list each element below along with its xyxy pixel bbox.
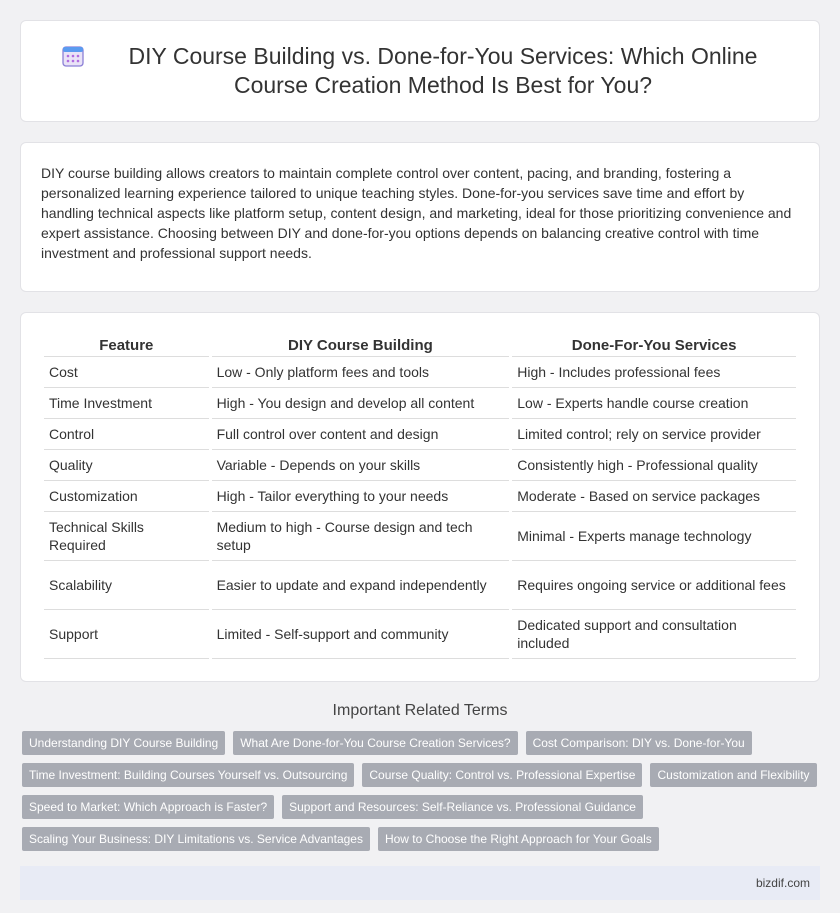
table-cell: High - You design and develop all content (212, 388, 510, 419)
table-cell: Support (44, 610, 209, 659)
table-cell: Quality (44, 450, 209, 481)
table-cell: Customization (44, 481, 209, 512)
table-cell: Scalability (44, 561, 209, 610)
related-terms-heading: Important Related Terms (332, 702, 508, 719)
table-row (44, 561, 796, 610)
table-header-row (44, 335, 796, 357)
title-wrap (61, 42, 779, 100)
related-tag[interactable]: Course Quality: Control vs. Professional Expertise (362, 763, 642, 787)
comparison-card (20, 312, 820, 682)
table-row (44, 610, 796, 659)
table-cell: Dedicated support and consultation included (512, 610, 796, 659)
related-tag[interactable]: Cost Comparison: DIY vs. Done-for-You (526, 731, 752, 755)
table-row (44, 388, 796, 419)
table-cell: Medium to high - Course design and tech setup (212, 512, 510, 561)
related-tag[interactable]: Understanding DIY Course Building (22, 731, 225, 755)
table-cell: Full control over content and design (212, 419, 510, 450)
intro-card (20, 142, 820, 292)
header-dfy: Done-For-You Services (512, 335, 796, 357)
intro-text: DIY course building allows creators to maintain complete control over content, pacing, and branding, fostering a personalized learning experience tailored to unique teaching styles. Done-for-you services save time and effort by handling technical aspects like platform setup, content design, and marketing, ideal for those prioritizing convenience and expert assistance. Choosing between DIY and done-for-you options depends on balancing creative control with time investment and professional support needs. (41, 165, 792, 261)
related-tags (0, 731, 840, 851)
table-cell: Requires ongoing service or additional fees (512, 561, 796, 610)
related-tag[interactable]: Support and Resources: Self-Reliance vs. Professional Guidance (282, 795, 643, 819)
page-title: DIY Course Building vs. Done-for-You Services: Which Online Course Creation Method Is Best for You? (128, 43, 758, 98)
calendar-icon (61, 44, 85, 68)
related-tag[interactable]: Customization and Flexibility (650, 763, 816, 787)
table-row (44, 450, 796, 481)
related-tag[interactable]: How to Choose the Right Approach for Your Goals (378, 827, 659, 851)
table-cell: Limited control; rely on service provider (512, 419, 796, 450)
table-cell: Low - Only platform fees and tools (212, 357, 510, 388)
header-diy: DIY Course Building (212, 335, 510, 357)
table-row (44, 481, 796, 512)
table-cell: Minimal - Experts manage technology (512, 512, 796, 561)
table-cell: Easier to update and expand independently (212, 561, 510, 610)
table-cell: Technical Skills Required (44, 512, 209, 561)
table-cell: Limited - Self-support and community (212, 610, 510, 659)
header-feature: Feature (44, 335, 209, 357)
table-cell: High - Tailor everything to your needs (212, 481, 510, 512)
title-card (20, 20, 820, 122)
table-cell: Control (44, 419, 209, 450)
footer (20, 866, 820, 900)
related-tag[interactable]: Time Investment: Building Courses Yourself vs. Outsourcing (22, 763, 354, 787)
table-row (44, 419, 796, 450)
table-cell: Time Investment (44, 388, 209, 419)
related-tag[interactable]: Scaling Your Business: DIY Limitations vs. Service Advantages (22, 827, 370, 851)
table-cell: Consistently high - Professional quality (512, 450, 796, 481)
related-tag[interactable]: Speed to Market: Which Approach is Faster? (22, 795, 274, 819)
related-terms-section (0, 702, 840, 851)
table-cell: Cost (44, 357, 209, 388)
table-cell: Low - Experts handle course creation (512, 388, 796, 419)
table-cell: Moderate - Based on service packages (512, 481, 796, 512)
footer-site[interactable]: bizdif.com (755, 876, 810, 890)
table-cell: High - Includes professional fees (512, 357, 796, 388)
table-row (44, 512, 796, 561)
comparison-table (41, 335, 799, 659)
table-row (44, 357, 796, 388)
table-cell: Variable - Depends on your skills (212, 450, 510, 481)
related-tag[interactable]: What Are Done-for-You Course Creation Services? (233, 731, 517, 755)
